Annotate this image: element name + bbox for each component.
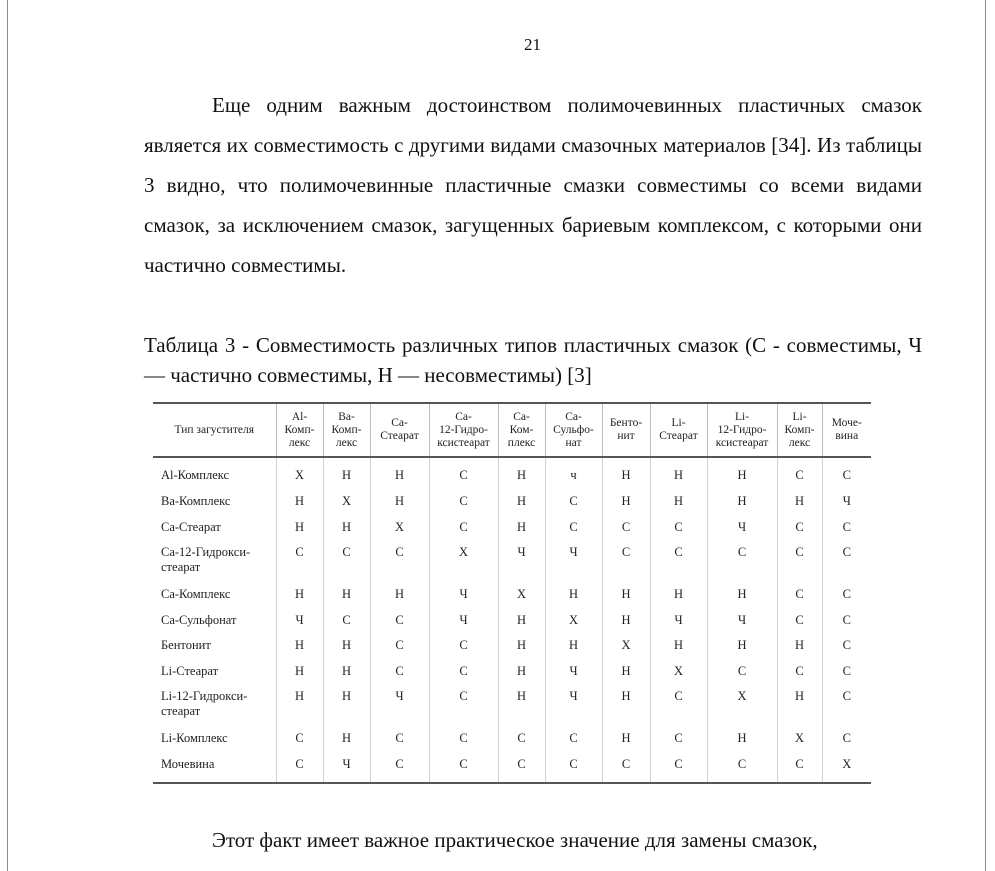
table-row	[153, 516, 871, 542]
table-cell: С	[276, 541, 323, 583]
header-cell: Li- 12-Гидро- ксистеарат	[707, 403, 777, 457]
table-cell: Н	[276, 685, 323, 727]
table-cell: С	[777, 583, 822, 609]
table-cell: С	[650, 727, 707, 753]
table-cell: С	[370, 660, 429, 686]
table-cell: С	[650, 541, 707, 583]
row-label-cell: Мочевина	[153, 753, 276, 784]
table-cell: Ч	[650, 609, 707, 635]
table-cell: Н	[323, 685, 370, 727]
table-cell: Н	[707, 583, 777, 609]
row-label-cell: Li-Комплекс	[161, 731, 228, 745]
table-cell: Х	[276, 457, 323, 490]
table-cell: С	[777, 660, 822, 686]
table-cell: С	[429, 457, 498, 490]
body-paragraph-2: Этот факт имеет важное практическое значение для замены смазок,	[212, 828, 818, 852]
table-row	[153, 753, 871, 784]
table-row	[153, 583, 871, 609]
row-label-cell: Бентонит	[161, 638, 211, 652]
table-cell: С	[777, 753, 822, 784]
table-cell: Ч	[323, 753, 370, 784]
table-cell: С	[429, 516, 498, 542]
table-cell: Х	[323, 490, 370, 516]
page-number: 21	[524, 35, 541, 54]
table-cell: С	[650, 753, 707, 784]
table-cell: Ч	[545, 660, 602, 686]
header-cell: Ва- Комп- лекс	[323, 403, 370, 457]
table-cell: С	[650, 685, 707, 727]
table-cell: Н	[370, 457, 429, 490]
table-cell: Н	[650, 457, 707, 490]
table-cell: Н	[323, 516, 370, 542]
table-body	[153, 457, 871, 783]
table-caption: Таблица 3 - Совместимость различных типов пластичных смазок (С - совместимы, Ч — частично совместимы, Н — несовместимы) [3]	[144, 333, 922, 387]
table-cell: С	[777, 541, 822, 583]
row-label-cell: Ва-Комплекс	[161, 494, 231, 508]
table-cell: С	[370, 727, 429, 753]
table-cell: Н	[276, 583, 323, 609]
table-cell: Х	[822, 753, 871, 784]
table-cell: С	[545, 490, 602, 516]
table-cell: Н	[323, 583, 370, 609]
table-cell: С	[777, 516, 822, 542]
table-cell: С	[276, 753, 323, 784]
header-cell: Са- Ком- плекс	[498, 403, 545, 457]
table-cell: С	[429, 660, 498, 686]
table-cell: Х	[498, 583, 545, 609]
table-cell: Н	[323, 634, 370, 660]
page-left-edge	[7, 0, 8, 871]
table-cell: С	[370, 634, 429, 660]
table-row	[153, 727, 871, 753]
header-cell: Тип загустителя	[153, 403, 276, 457]
table-cell: Ч	[707, 516, 777, 542]
table-cell: С	[545, 516, 602, 542]
table-cell: Н	[498, 609, 545, 635]
table-cell: Н	[650, 490, 707, 516]
row-label-cell: Al-Комплекс	[161, 468, 230, 482]
table-cell: Ч	[498, 541, 545, 583]
table-cell: Н	[323, 457, 370, 490]
table-cell: С	[602, 516, 650, 542]
table-cell: Х	[545, 609, 602, 635]
table-cell: С	[707, 660, 777, 686]
row-label-cell: Са-12-Гидрокси- стеарат	[161, 545, 251, 574]
table-cell: Ч	[276, 609, 323, 635]
table-cell: Ч	[429, 583, 498, 609]
header-cell: Al- Комп- лекс	[276, 403, 323, 457]
table-cell: С	[429, 727, 498, 753]
table-cell: С	[429, 753, 498, 784]
table-cell: С	[777, 609, 822, 635]
table-cell: Н	[650, 634, 707, 660]
table-row	[153, 609, 871, 635]
table-cell: Н	[498, 490, 545, 516]
row-label-cell: Li-Стеарат	[161, 663, 219, 678]
table-cell: Н	[602, 490, 650, 516]
table-cell: Н	[498, 685, 545, 727]
table-cell: С	[822, 541, 871, 583]
table-cell: Н	[545, 634, 602, 660]
table-cell: С	[707, 753, 777, 784]
table-cell: С	[498, 727, 545, 753]
table-cell: Н	[498, 634, 545, 660]
table-row	[153, 490, 871, 516]
table-cell: Н	[545, 583, 602, 609]
table-cell: С	[370, 609, 429, 635]
table-cell: С	[545, 753, 602, 784]
table-cell: Н	[650, 583, 707, 609]
table-cell: С	[650, 516, 707, 542]
table-header-row	[153, 403, 871, 457]
table-cell: Н	[276, 634, 323, 660]
body-paragraph-1: Еще одним важным достоинством полимочевинных пластичных смазок является их совместимость с другими видами смазочных материалов [34]. Из таблицы 3 видно, что полимочевинные пластичные смазки совместимы со всеми видами смазок, за исключением смазок, загущенных бариевым комплексом, с которыми они частично совместимы.	[144, 93, 922, 277]
table-cell: С	[602, 541, 650, 583]
table-cell: Ч	[822, 490, 871, 516]
table-cell: Н	[370, 490, 429, 516]
table-cell: Н	[276, 490, 323, 516]
table-row	[153, 457, 871, 490]
table-cell: Н	[323, 727, 370, 753]
header-cell: Li- Стеарат	[650, 403, 707, 457]
table-cell: С	[822, 727, 871, 753]
header-cell: Са- 12-Гидро- ксистеарат	[429, 403, 498, 457]
row-label-cell: Са-Стеарат	[161, 519, 221, 534]
table-cell: Н	[777, 490, 822, 516]
table-cell: Н	[707, 457, 777, 490]
table-cell: Н	[707, 634, 777, 660]
table-cell: Н	[602, 609, 650, 635]
page-right-edge	[985, 0, 986, 871]
table-cell: Н	[498, 516, 545, 542]
table-cell: ч	[545, 457, 602, 490]
table-cell: Ч	[545, 541, 602, 583]
row-label-cell: Са-Сульфонат	[161, 612, 237, 627]
table-row	[153, 660, 871, 686]
table-cell: С	[822, 634, 871, 660]
table-cell: С	[822, 685, 871, 727]
table-cell: Н	[498, 660, 545, 686]
table-cell: Х	[429, 541, 498, 583]
table-cell: С	[429, 634, 498, 660]
compatibility-table	[153, 402, 871, 784]
table-cell: Н	[707, 727, 777, 753]
table-cell: Х	[777, 727, 822, 753]
row-label-cell: Са-Комплекс	[161, 587, 231, 601]
table-cell: С	[777, 457, 822, 490]
table-cell: Н	[276, 516, 323, 542]
table-cell: С	[822, 609, 871, 635]
row-label-cell: Li-12-Гидрокси- стеарат	[161, 689, 248, 718]
table-cell: С	[429, 685, 498, 727]
table-cell: Н	[323, 660, 370, 686]
table-cell: Х	[602, 634, 650, 660]
table-cell: С	[822, 660, 871, 686]
header-cell: Са- Сульфо- нат	[545, 403, 602, 457]
table-row	[153, 541, 871, 583]
table-cell: Ч	[429, 609, 498, 635]
table-cell: С	[545, 727, 602, 753]
table-cell: С	[276, 727, 323, 753]
compatibility-table-wrapper	[153, 402, 871, 784]
header-cell: Моче- вина	[822, 403, 871, 457]
table-cell: Н	[707, 490, 777, 516]
table-cell: Н	[777, 634, 822, 660]
table-cell: Х	[650, 660, 707, 686]
table-cell: С	[602, 753, 650, 784]
header-cell: Бенто- нит	[602, 403, 650, 457]
table-cell: С	[822, 457, 871, 490]
header-cell: Са- Стеарат	[370, 403, 429, 457]
table-cell: С	[822, 583, 871, 609]
table-cell: Н	[602, 685, 650, 727]
table-cell: Н	[602, 660, 650, 686]
table-cell: С	[429, 490, 498, 516]
table-cell: С	[707, 541, 777, 583]
table-cell: Ч	[370, 685, 429, 727]
table-cell: С	[822, 516, 871, 542]
table-cell: С	[370, 541, 429, 583]
table-row	[153, 634, 871, 660]
table-cell: Н	[777, 685, 822, 727]
table-cell: Н	[602, 727, 650, 753]
table-cell: Х	[707, 685, 777, 727]
table-row	[153, 685, 871, 727]
table-cell: Н	[370, 583, 429, 609]
table-cell: Н	[602, 457, 650, 490]
table-cell: Ч	[545, 685, 602, 727]
table-cell: С	[498, 753, 545, 784]
table-cell: Ч	[707, 609, 777, 635]
header-cell: Li- Комп- лекс	[777, 403, 822, 457]
table-cell: Н	[602, 583, 650, 609]
table-cell: Н	[498, 457, 545, 490]
table-cell: С	[323, 609, 370, 635]
table-cell: Х	[370, 516, 429, 542]
table-cell: Н	[276, 660, 323, 686]
table-cell: С	[323, 541, 370, 583]
table-cell: С	[370, 753, 429, 784]
